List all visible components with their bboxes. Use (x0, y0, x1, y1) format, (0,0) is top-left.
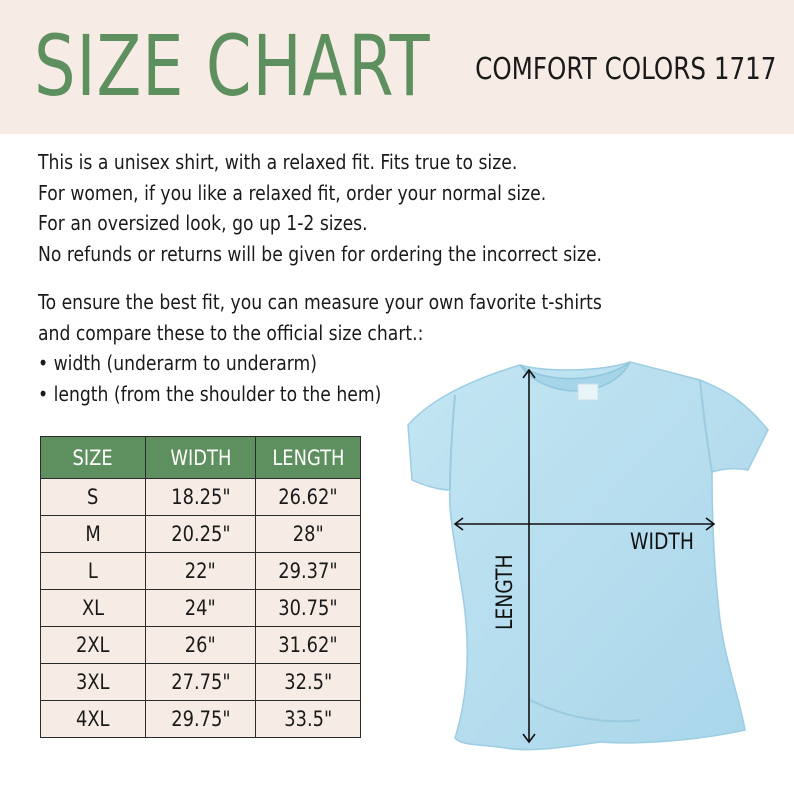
product-name: COMFORT COLORS 1717 (474, 52, 776, 87)
fit-note-line: No refunds or returns will be given for ordering the incorrect size. (38, 241, 603, 266)
tshirt-body-shape (408, 362, 768, 750)
length-cell: 29.37" (256, 553, 361, 590)
length-cell: 28" (256, 516, 361, 553)
width-label: WIDTH (630, 530, 694, 555)
size-cell: S (41, 479, 146, 516)
length-cell: 26.62" (256, 479, 361, 516)
length-cell: 33.5" (256, 701, 361, 738)
width-cell: 29.75" (146, 701, 256, 738)
width-cell: 24" (146, 590, 256, 627)
length-cell: 30.75" (256, 590, 361, 627)
fit-note-line: For an oversized look, go up 1-2 sizes. (38, 211, 368, 235)
measure-bullet-length: • length (from the shoulder to the hem) (38, 379, 640, 410)
width-column-header: WIDTH (146, 437, 256, 479)
width-cell: 20.25" (146, 516, 256, 553)
length-cell: 32.5" (256, 664, 361, 701)
width-cell: 26" (146, 627, 256, 664)
width-cell: 22" (146, 553, 256, 590)
length-column-header: LENGTH (256, 437, 361, 479)
fit-note-line: This is a unisex shirt, with a relaxed fit. Fits true to size. (38, 150, 518, 174)
width-cell: 18.25" (146, 479, 256, 516)
width-cell: 27.75" (146, 664, 256, 701)
length-cell: 31.62" (256, 627, 361, 664)
size-cell: 3XL (41, 664, 146, 701)
fit-note-line: For women, if you like a relaxed fit, order your normal size. (38, 180, 547, 205)
measure-line: and compare these to the official size chart.: (38, 320, 424, 345)
measure-bullet-width: • width (underarm to underarm) (38, 348, 640, 379)
length-label: LENGTH (493, 554, 518, 630)
page-title: SIZE CHART (34, 17, 431, 115)
size-cell: M (41, 516, 146, 553)
size-cell: L (41, 553, 146, 590)
size-cell: XL (41, 590, 146, 627)
measure-line: To ensure the best fit, you can measure your own favorite t-shirts (38, 290, 602, 314)
neck-tag-icon (578, 384, 598, 400)
size-column-header: SIZE (41, 437, 146, 479)
size-cell: 2XL (41, 627, 146, 664)
size-cell: 4XL (41, 701, 146, 738)
